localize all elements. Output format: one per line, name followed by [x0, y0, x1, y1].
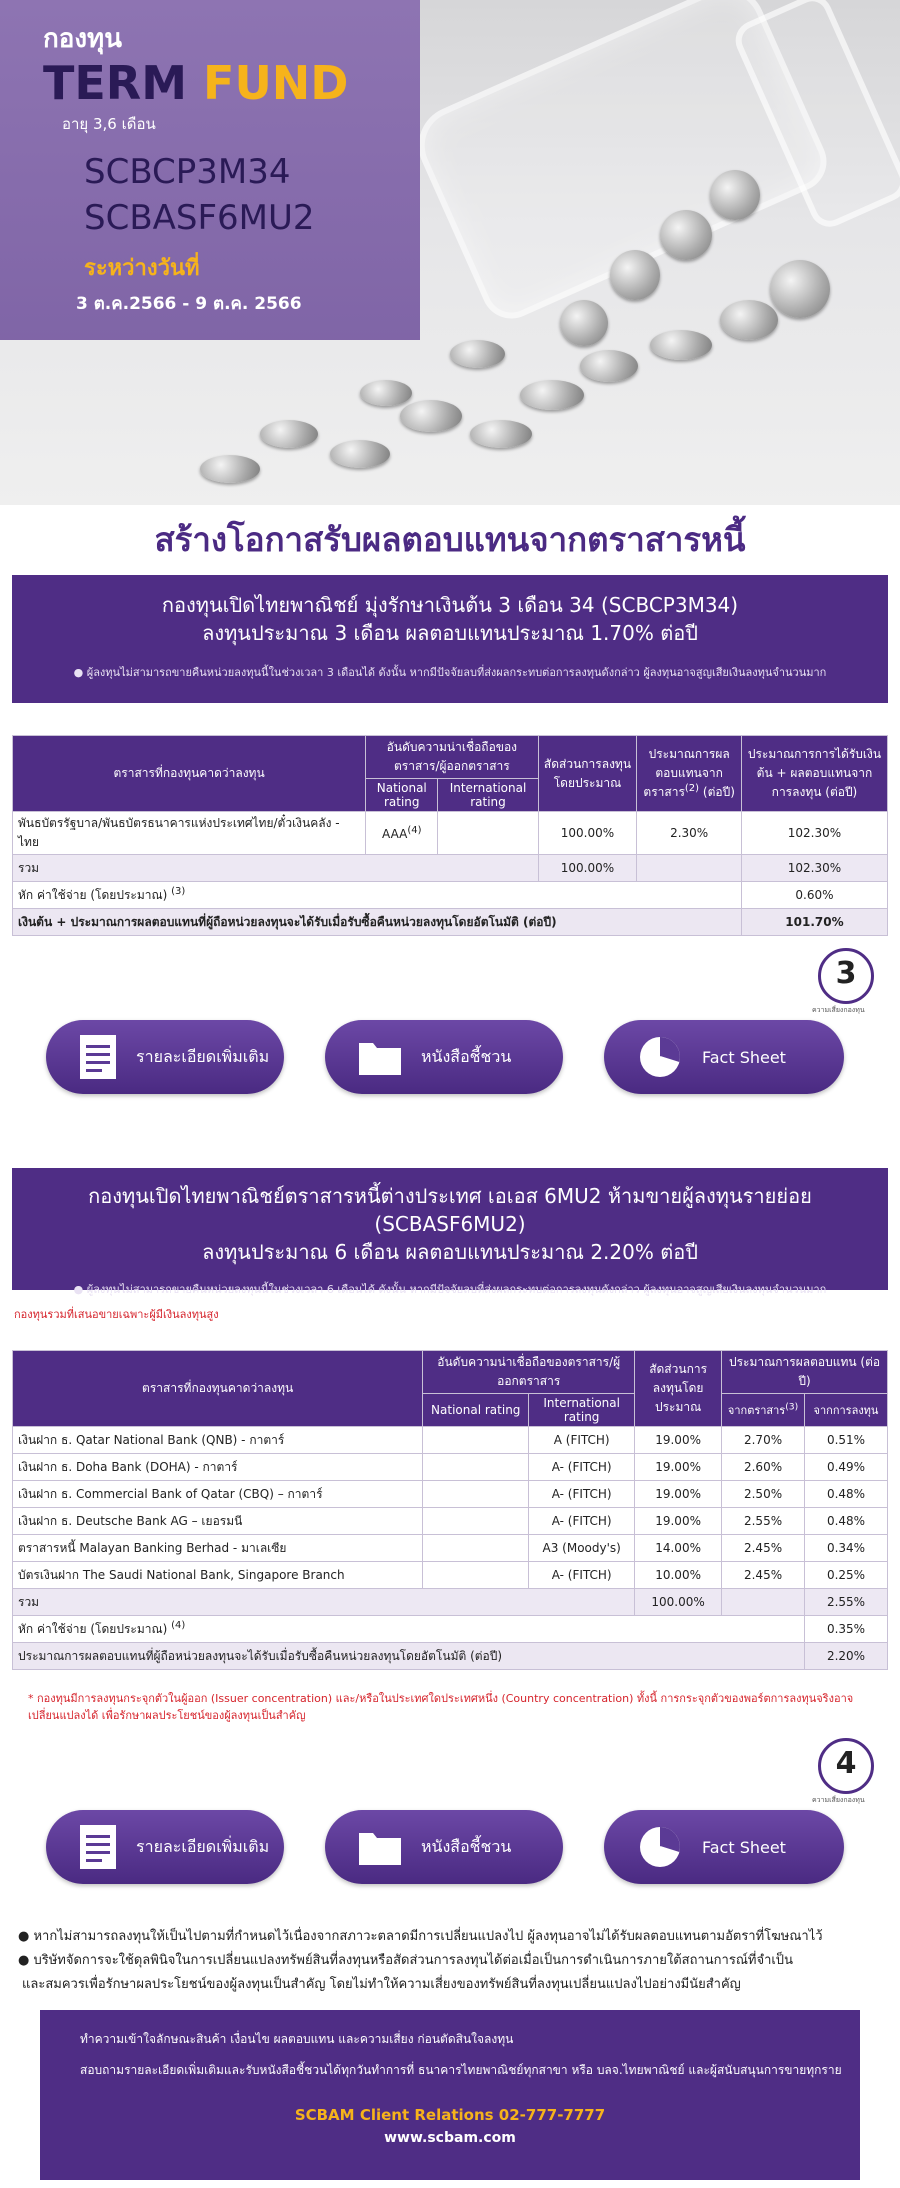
hero-title-fund: FUND — [203, 56, 349, 110]
fund2-col-from-investment: จากการลงทุน — [805, 1394, 888, 1427]
fund1-col-national: National rating — [366, 779, 438, 812]
fund2-col-instrument: ตราสารที่กองทุนคาดว่าลงทุน — [13, 1351, 423, 1427]
row-yield: 2.60% — [722, 1454, 805, 1481]
fund2-table-wrap — [12, 1350, 888, 1670]
coin-illustration — [330, 440, 390, 468]
row-national-rating — [423, 1427, 529, 1454]
hero-fund-code-1: SCBCP3M34 — [84, 152, 291, 192]
coin-illustration — [580, 350, 638, 382]
table-row — [13, 1535, 888, 1562]
fund1-col-rating: อันดับความน่าเชื่อถือของตราสาร/ผู้ออกตราสาร — [366, 736, 538, 779]
folder-icon — [357, 1827, 403, 1867]
coin-illustration — [770, 260, 830, 318]
fund2-concentration-note: * กองทุนมีการลงทุนกระจุกตัวในผู้ออก (Issuer concentration) และ/หรือในประเทศใดประเทศหนึ่ง (Country concentration) ทั้งนี้ การกระจุกตัวของพอร์ตการลงทุนจริงอาจเปลี่ยนแปลงได้ เพื่อรักษาผลประโยชน์ของผู้ลงทุนเป็นสำคัญ — [28, 1692, 854, 1722]
fund2-col-weight: สัดส่วนการลงทุนโดยประมาณ — [635, 1351, 722, 1427]
coin-illustration — [710, 170, 760, 220]
fund2-allocation-table — [12, 1350, 888, 1670]
fee-label — [13, 1616, 805, 1643]
row-instrument: เงินฝาก ธ. Doha Bank (DOHA) - กาตาร์ — [13, 1454, 423, 1481]
table-row — [13, 1562, 888, 1589]
fund2-title: กองทุนเปิดไทยพาณิชย์ตราสารหนี้ต่างประเทศ เอเอส 6MU2 ห้ามขายผู้ลงทุนรายย่อย (SCBASF6MU2) — [88, 1184, 812, 1236]
fund2-details-button[interactable] — [46, 1810, 284, 1884]
fund2-col-national: National rating — [423, 1394, 529, 1427]
fund2-total-row — [13, 1643, 888, 1670]
details-button-label: รายละเอียดเพิ่มเติม — [136, 1046, 270, 1066]
folder-icon — [357, 1037, 403, 1077]
coin-illustration — [470, 420, 532, 448]
fee-label — [13, 882, 742, 909]
hero-title-term: TERM — [43, 56, 187, 110]
fee-sup: (3) — [171, 885, 186, 897]
fund1-subtitle: ลงทุนประมาณ 3 เดือน ผลตอบแทนประมาณ 1.70% ต่อปี — [202, 621, 698, 645]
coin-illustration — [260, 420, 318, 448]
row-weight: 10.00% — [635, 1562, 722, 1589]
fund2-risk-badge — [818, 1738, 874, 1794]
total-label: ประมาณการผลตอบแทนที่ผู้ถือหน่วยลงทุนจะได้รับเมื่อรับซื้อคืนหน่วยลงทุนโดยอัตโนมัติ (ต่อปี) — [13, 1643, 805, 1670]
fund1-col-instrument: ตราสารที่กองทุนคาดว่าลงทุน — [13, 736, 366, 812]
table-row — [13, 1427, 888, 1454]
row-international-rating: A- (FITCH) — [529, 1508, 635, 1535]
fund1-risk-caption: ความเสี่ยงกองทุน — [812, 1006, 865, 1014]
row-return: 0.48% — [805, 1508, 888, 1535]
coin-illustration — [720, 300, 778, 340]
fund2-note: ● ผู้ลงทุนไม่สามารถขายคืนหน่วยลงทุนนี้ในช่วงเวลา 6 เดือนได้ ดังนั้น หากมีปัจจัยลบที่ส่งผลกระทบต่อการลงทุนดังกล่าว ผู้ลงทุนอาจสูญเสียเงินลงทุนจำนวนมาก — [73, 1283, 827, 1296]
hero-banner — [0, 0, 900, 505]
fund1-prospectus-button[interactable] — [325, 1020, 563, 1094]
coin-illustration — [610, 250, 660, 300]
coin-illustration — [660, 210, 712, 260]
row-yield: 2.45% — [722, 1562, 805, 1589]
footer-line-2: สอบถามรายละเอียดเพิ่มเติมและรับหนังสือชี้ชวนได้ทุกวันทำการที่ ธนาคารไทยพาณิชย์ทุกสาขา หรือ บลจ.ไทยพาณิชย์ และผู้สนับสนุนการขายทุกราย — [80, 2063, 842, 2077]
fund1-banner — [12, 575, 888, 703]
fund1-col-return: ประมาณการการได้รับเงินต้น + ผลตอบแทนจากการลงทุน (ต่อปี) — [741, 736, 887, 812]
row-instrument: เงินฝาก ธ. Deutsche Bank AG – เยอรมนี — [13, 1508, 423, 1535]
pie-chart-icon — [636, 1823, 684, 1871]
table-row — [13, 812, 888, 855]
fund1-details-button[interactable] — [46, 1020, 284, 1094]
row-national-rating — [423, 1481, 529, 1508]
fund2-fee-row — [13, 1616, 888, 1643]
fund1-sum-row — [13, 855, 888, 882]
row-instrument: เงินฝาก ธ. Commercial Bank of Qatar (CBQ) – กาตาร์ — [13, 1481, 423, 1508]
fund1-table-wrap — [12, 735, 888, 936]
risk-level: 3 — [835, 956, 857, 991]
row-instrument: เงินฝาก ธ. Qatar National Bank (QNB) - กาตาร์ — [13, 1427, 423, 1454]
fund1-title: กองทุนเปิดไทยพาณิชย์ มุ่งรักษาเงินต้น 3 เดือน 34 (SCBCP3M34) — [161, 593, 739, 617]
coin-illustration — [360, 380, 412, 406]
fund2-prospectus-button[interactable] — [325, 1810, 563, 1884]
row-return: 0.34% — [805, 1535, 888, 1562]
fee-label-text: หัก ค่าใช้จ่าย (โดยประมาณ) — [18, 1621, 168, 1636]
row-return: 102.30% — [741, 812, 887, 855]
fund1-fee-row — [13, 882, 888, 909]
prospectus-button-label: หนังสือชี้ชวน — [421, 1836, 512, 1856]
coin-illustration — [200, 455, 260, 483]
sum-weight: 100.00% — [538, 855, 637, 882]
row-return: 0.49% — [805, 1454, 888, 1481]
hero-period: 3 ต.ค.2566 - 9 ต.ค. 2566 — [76, 294, 302, 314]
hero-tenor: อายุ 3,6 เดือน — [62, 115, 156, 133]
fund2-factsheet-button[interactable] — [604, 1810, 844, 1884]
row-yield: 2.45% — [722, 1535, 805, 1562]
total-label: เงินต้น + ประมาณการผลตอบแทนที่ผู้ถือหน่วยลงทุนจะได้รับเมื่อรับซื้อคืนหน่วยลงทุนโดยอัตโนมัติ (ต่อปี) — [13, 909, 742, 936]
sum-weight: 100.00% — [635, 1589, 722, 1616]
fund2-col-yield-group: ประมาณการผลตอบแทน (ต่อปี) — [722, 1351, 888, 1394]
table-row — [13, 1508, 888, 1535]
row-international-rating: A- (FITCH) — [529, 1562, 635, 1589]
fund1-col-yield-unit: (ต่อปี) — [702, 785, 735, 799]
row-return: 0.25% — [805, 1562, 888, 1589]
fund2-sum-row — [13, 1589, 888, 1616]
fund1-col-yield-sup: (2) — [684, 783, 700, 794]
row-international-rating: A3 (Moody's) — [529, 1535, 635, 1562]
row-instrument: พันธบัตรรัฐบาล/พันธบัตรธนาคารแห่งประเทศไทย/ตั๋วเงินคลัง - ไทย — [13, 812, 366, 855]
row-international-rating: A- (FITCH) — [529, 1481, 635, 1508]
document-icon — [78, 1033, 118, 1081]
row-weight: 100.00% — [538, 812, 637, 855]
footer-contact: SCBAM Client Relations 02-777-7777 — [294, 2106, 606, 2124]
coin-illustration — [520, 380, 584, 410]
disclaimer-text: และสมควรเพื่อรักษาผลประโยชน์ของผู้ลงทุนเป็นสำคัญ โดยไม่ทำให้ความเสี่ยงของทรัพย์สินที่ลงทุนเปลี่ยนแปลงไปอย่างมีนัยสำคัญ — [22, 1977, 741, 1992]
footer — [40, 2010, 860, 2180]
fee-sup: (4) — [171, 1619, 186, 1631]
row-yield: 2.55% — [722, 1508, 805, 1535]
row-weight: 19.00% — [635, 1427, 722, 1454]
row-return: 0.51% — [805, 1427, 888, 1454]
from-instrument-sup: (3) — [785, 1401, 799, 1413]
from-instrument-label: จากตราสาร — [727, 1404, 786, 1417]
disclaimers — [18, 1925, 888, 1997]
row-return: 0.48% — [805, 1481, 888, 1508]
table-row — [13, 1454, 888, 1481]
row-weight: 14.00% — [635, 1535, 722, 1562]
total-value: 2.20% — [805, 1643, 888, 1670]
footer-line-1: ทำความเข้าใจลักษณะสินค้า เงื่อนไข ผลตอบแทน และความเสี่ยง ก่อนตัดสินใจลงทุน — [80, 2032, 514, 2046]
sum-label: รวม — [13, 855, 539, 882]
fee-value: 0.60% — [741, 882, 887, 909]
factsheet-button-label: Fact Sheet — [702, 1837, 786, 1857]
row-yield: 2.50% — [722, 1481, 805, 1508]
disclaimer-3 — [18, 1973, 888, 1997]
row-weight: 19.00% — [635, 1481, 722, 1508]
fund1-col-yield-label: ประมาณการผลตอบแทนจากตราสาร — [643, 747, 730, 799]
prospectus-button-label: หนังสือชี้ชวน — [421, 1046, 512, 1066]
disclaimer-text: หากไม่สามารถลงทุนให้เป็นไปตามที่กำหนดไว้เนื่องจากสภาวะตลาดมีการเปลี่ยนแปลงไป ผู้ลงทุนอาจไม่ได้รับผลตอบแทนตามอัตราที่โฆษณาไว้ — [33, 1929, 823, 1944]
document-icon — [78, 1823, 118, 1871]
row-international-rating: A (FITCH) — [529, 1427, 635, 1454]
row-international-rating — [438, 812, 538, 855]
hero-period-label: ระหว่างวันที่ — [84, 256, 200, 281]
footer-website-link[interactable]: www.scbam.com — [384, 2130, 516, 2146]
fund2-col-rating: อันดับความน่าเชื่อถือของตราสาร/ผู้ออกตราสาร — [423, 1351, 635, 1394]
fund2-risk-caption: ความเสี่ยงกองทุน — [812, 1796, 865, 1804]
row-weight: 19.00% — [635, 1454, 722, 1481]
disclaimer-2: ● บริษัทจัดการจะใช้ดุลพินิจในการเปลี่ยนแปลงทรัพย์สินที่ลงทุนหรือสัดส่วนการลงทุนได้ต่อเมื่อเป็นการดำเนินการภายใต้สถานการณ์ที่จำเป็น — [18, 1953, 793, 1968]
fund1-allocation-table — [12, 735, 888, 936]
hero-title — [43, 56, 348, 110]
row-national-sup: (4) — [407, 825, 422, 836]
fund1-risk-badge — [818, 948, 874, 1004]
row-yield: 2.30% — [637, 812, 742, 855]
hero-fund-code-2: SCBASF6MU2 — [84, 198, 315, 238]
fee-label-text: หัก ค่าใช้จ่าย (โดยประมาณ) — [18, 887, 168, 902]
disclaimer-text: บริษัทจัดการจะใช้ดุลพินิจในการเปลี่ยนแปลงทรัพย์สินที่ลงทุนหรือสัดส่วนการลงทุนได้ต่อเมื่อเป็นการดำเนินการภายใต้สถานการณ์ที่จำเป็น — [33, 1953, 793, 1968]
row-national-rating — [366, 812, 438, 855]
factsheet-button-label: Fact Sheet — [702, 1047, 786, 1067]
total-value: 101.70% — [741, 909, 887, 936]
row-instrument: บัตรเงินฝาก The Saudi National Bank, Singapore Branch — [13, 1562, 423, 1589]
coin-illustration — [560, 300, 608, 346]
fund1-col-weight: สัดส่วนการลงทุนโดยประมาณ — [538, 736, 637, 812]
sum-return: 102.30% — [741, 855, 887, 882]
coin-illustration — [400, 400, 462, 432]
coin-illustration — [650, 330, 712, 360]
fund2-subtitle: ลงทุนประมาณ 6 เดือน ผลตอบแทนประมาณ 2.20% ต่อปี — [202, 1240, 698, 1264]
sum-label: รวม — [13, 1589, 635, 1616]
row-yield: 2.70% — [722, 1427, 805, 1454]
row-national-rating — [423, 1454, 529, 1481]
row-instrument: ตราสารหนี้ Malayan Banking Berhad - มาเลเซีย — [13, 1535, 423, 1562]
fund2-banner — [12, 1168, 888, 1296]
fund2-hnw-note: กองทุนรวมที่เสนอขายเฉพาะผู้มีเงินลงทุนสูง — [14, 1308, 219, 1321]
fund1-col-yield — [637, 736, 742, 812]
row-national-rating — [423, 1562, 529, 1589]
row-weight: 19.00% — [635, 1508, 722, 1535]
row-national-rating — [423, 1508, 529, 1535]
hero-kicker: กองทุน — [43, 24, 122, 54]
fund1-total-row — [13, 909, 888, 936]
disclaimer-1: ● หากไม่สามารถลงทุนให้เป็นไปตามที่กำหนดไว้เนื่องจากสภาวะตลาดมีการเปลี่ยนแปลงไป ผู้ลงทุนอาจไม่ได้รับผลตอบแทนตามอัตราที่โฆษณาไว้ — [18, 1929, 823, 1944]
fund1-note: ● ผู้ลงทุนไม่สามารถขายคืนหน่วยลงทุนนี้ในช่วงเวลา 3 เดือนได้ ดังนั้น หากมีปัจจัยลบที่ส่งผลกระทบต่อการลงทุนดังกล่าว ผู้ลงทุนอาจสูญเสียเงินลงทุนจำนวนมาก — [73, 666, 827, 679]
fund1-col-international: International rating — [438, 779, 538, 812]
fund2-col-from-instrument — [722, 1394, 805, 1427]
sum-return: 2.55% — [805, 1589, 888, 1616]
risk-level: 4 — [835, 1746, 857, 1781]
fund2-col-international: International rating — [529, 1394, 635, 1427]
pie-chart-icon — [636, 1033, 684, 1081]
headline: สร้างโอกาสรับผลตอบแทนจากตราสารหนี้ — [0, 505, 900, 575]
fee-value: 0.35% — [805, 1616, 888, 1643]
coin-illustration — [450, 340, 505, 368]
row-national-rating — [423, 1535, 529, 1562]
details-button-label: รายละเอียดเพิ่มเติม — [136, 1836, 270, 1856]
row-international-rating: A- (FITCH) — [529, 1454, 635, 1481]
row-national-value: AAA — [382, 827, 408, 841]
fund1-factsheet-button[interactable] — [604, 1020, 844, 1094]
table-row — [13, 1481, 888, 1508]
